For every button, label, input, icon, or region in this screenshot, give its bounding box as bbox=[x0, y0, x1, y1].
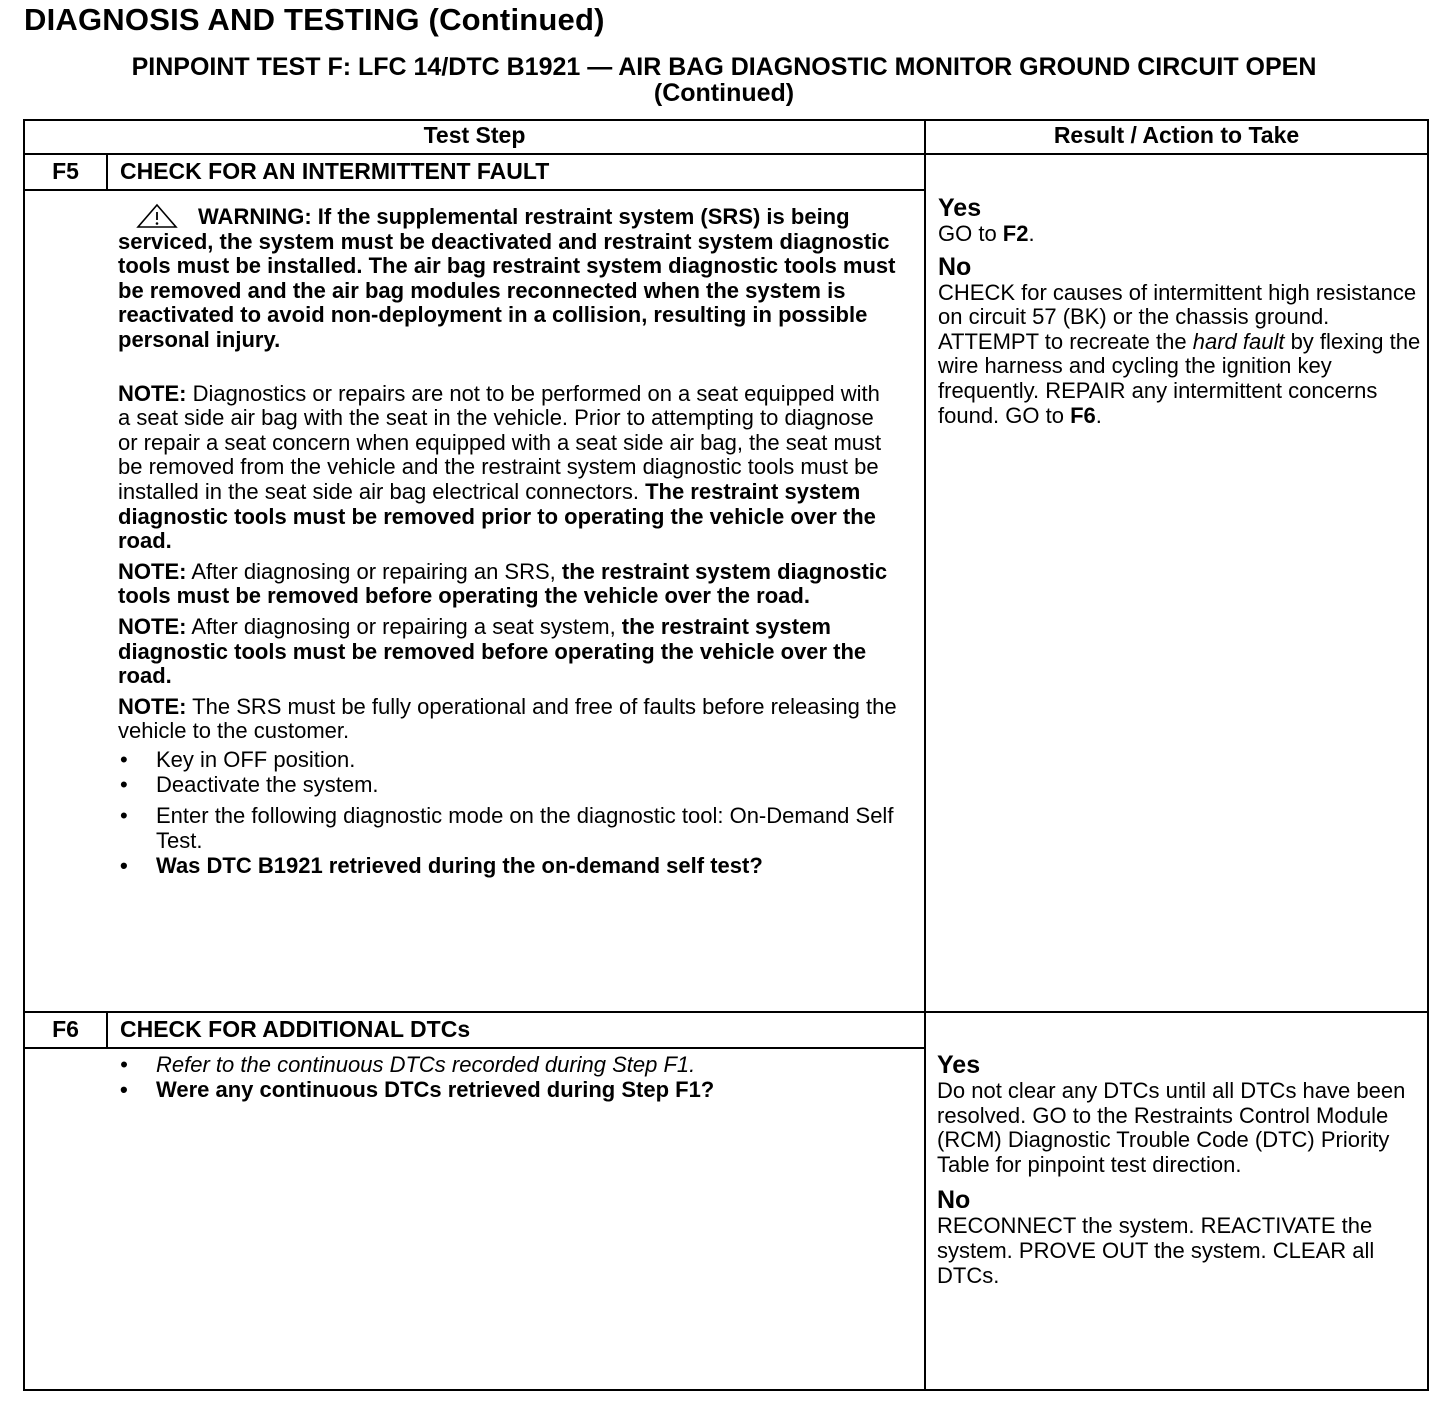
note-after-seat-system bbox=[118, 615, 898, 689]
list-item: • Deactivate the system. bbox=[120, 772, 379, 798]
step-link-f2[interactable]: F2 bbox=[1002, 221, 1029, 246]
f6-id-divider bbox=[106, 1011, 108, 1048]
step-id-f6: F6 bbox=[52, 1016, 79, 1042]
note-seat-side-airbag bbox=[118, 382, 898, 554]
column-divider bbox=[924, 119, 926, 1391]
note-srs-operational bbox=[118, 695, 898, 744]
header-bottom-border bbox=[23, 153, 1429, 155]
list-item: • Key in OFF position. bbox=[120, 746, 356, 772]
note-label: NOTE: bbox=[118, 558, 187, 584]
warning-triangle-icon bbox=[136, 203, 178, 229]
no-action: CHECK for causes of intermittent high resistance on circuit 57 (BK) or the chassis ground. ATTEMPT to recreate the hard fault by flexing the wire harness and cycling the ignition key frequently. REPAIR any intermittent concerns found. GO to F6. bbox=[938, 279, 1421, 428]
note-text: Diagnostics or repairs are not to be performed on a seat equipped with a seat side air bag with the seat in the vehicle. Prior to attempting to diagnose or repair a seat concern when equipped with a seat side air bag, the seat must be removed from the vehicle and the restraint system diagnostic tools must be installed in the seat side air bag electrical connectors. bbox=[118, 380, 882, 504]
header-test-step: Test Step bbox=[423, 122, 526, 148]
f5-title-underline bbox=[23, 189, 926, 191]
f5-instructions bbox=[118, 205, 898, 879]
note-bold-text: The restraint system diagnostic tools must be removed prior to operating the vehicle over the road. bbox=[118, 478, 876, 554]
no-action: RECONNECT the system. REACTIVATE the system. PROVE OUT the system. CLEAR all DTCs. bbox=[937, 1213, 1375, 1288]
note-label: NOTE: bbox=[118, 380, 187, 406]
warning-paragraph bbox=[118, 205, 898, 353]
note-after-srs bbox=[118, 560, 898, 609]
bullet-icon: • bbox=[120, 1076, 128, 1102]
bullet-icon: • bbox=[120, 853, 128, 879]
page-title: DIAGNOSIS AND TESTING (Continued) bbox=[24, 2, 605, 37]
note-text: After diagnosing or repairing a seat system, bbox=[186, 613, 622, 639]
f6-title-underline bbox=[23, 1047, 926, 1049]
no-label: No bbox=[937, 1186, 971, 1215]
bullet-icon: • bbox=[120, 1052, 128, 1077]
step-title-f6: CHECK FOR ADDITIONAL DTCs bbox=[120, 1016, 471, 1042]
table-top-border bbox=[23, 119, 1429, 121]
f5-id-divider bbox=[106, 153, 108, 190]
list-item: • Refer to the continuous DTCs recorded during Step F1. bbox=[120, 1052, 696, 1077]
yes-action: Do not clear any DTCs until all DTCs have been resolved. GO to the Restraints Control Module (RCM) Diagnostic Trouble Code (DTC) Priority Table for pinpoint test direction. bbox=[937, 1078, 1406, 1177]
note-label: NOTE: bbox=[118, 693, 187, 719]
yes-label: Yes bbox=[938, 194, 982, 222]
bullet-icon: • bbox=[120, 746, 128, 772]
f6-instructions bbox=[118, 1053, 898, 1102]
table-bottom-border bbox=[23, 1389, 1429, 1391]
header-result-action: Result / Action to Take bbox=[1053, 122, 1300, 148]
f5-result bbox=[938, 194, 1424, 428]
pinpoint-test-title-line2: (Continued) bbox=[653, 79, 795, 107]
note-bold-text: the restraint system diagnostic tools must be removed before operating the vehicle over the road. bbox=[118, 613, 867, 689]
f6-bullet-list bbox=[118, 1053, 898, 1102]
note-bold-text: the restraint system diagnostic tools must be removed before operating the vehicle over the road. bbox=[118, 558, 888, 609]
step-link-f6[interactable]: F6 bbox=[1070, 402, 1096, 428]
list-item-question: • Was DTC B1921 retrieved during the on-demand self test? bbox=[120, 853, 763, 879]
pinpoint-test-title bbox=[24, 54, 1424, 106]
step-id-f5: F5 bbox=[52, 158, 79, 184]
bullet-icon: • bbox=[120, 772, 128, 798]
pinpoint-test-title-line1: PINPOINT TEST F: LFC 14/DTC B1921 — AIR BAG DIAGNOSTIC MONITOR GROUND CIRCUIT OPEN bbox=[131, 53, 1317, 81]
warning-text: WARNING: If the supplemental restraint system (SRS) is being serviced, the system must be deactivated and restraint system diagnostic tools must be installed. The air bag restraint system diagnostic tools must be removed and the air bag modules reconnected when the system is reactivated to avoid non-deployment in a collision, resulting in possible personal injury. bbox=[118, 204, 896, 352]
yes-label: Yes bbox=[937, 1051, 981, 1079]
no-label: No bbox=[938, 252, 972, 281]
note-label: NOTE: bbox=[118, 613, 187, 639]
yes-action: GO to F2. bbox=[938, 221, 1035, 246]
note-text: After diagnosing or repairing an SRS, bbox=[186, 558, 562, 584]
f5-row-bottom-border bbox=[23, 1011, 1429, 1013]
note-text: The SRS must be fully operational and free of faults before releasing the vehicle to the customer. bbox=[118, 693, 897, 744]
bullet-icon: • bbox=[120, 803, 128, 829]
list-item-question: • Were any continuous DTCs retrieved during Step F1? bbox=[120, 1076, 715, 1102]
f6-result bbox=[937, 1051, 1424, 1288]
table-right-border bbox=[1427, 119, 1429, 1391]
list-item: • Enter the following diagnostic mode on the diagnostic tool: On-Demand Self Test. bbox=[120, 803, 894, 853]
step-title-f5: CHECK FOR AN INTERMITTENT FAULT bbox=[120, 158, 550, 184]
f5-bullet-list bbox=[118, 748, 898, 879]
table-left-border bbox=[23, 119, 25, 1391]
